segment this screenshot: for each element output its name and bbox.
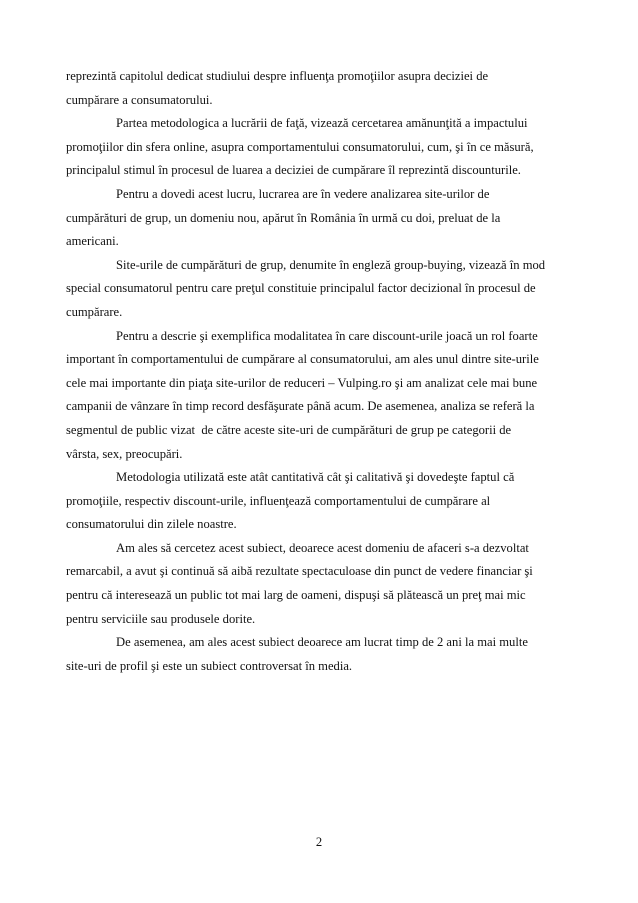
paragraph-methodology-type — [66, 466, 562, 537]
text-line: De asemenea, am ales acest subiect deoarece am lucrat timp de 2 ani la mai multe — [116, 635, 528, 650]
text-line: Site-urile de cumpărături de grup, denumite în engleză group-buying, vizează în mod — [116, 257, 546, 272]
paragraph-methodology — [66, 112, 562, 183]
text-line: important în comportamentului de cumpărare al consumatorului, am ales unul dintre site-urile — [66, 352, 539, 367]
paragraph-subject-motivation — [66, 537, 562, 631]
text-line: segmentul de public vizat de către aceste site-uri de cumpărături de grup pe categorii de — [66, 422, 512, 437]
text-line: americani. — [66, 234, 119, 249]
text-line: pentru serviciile sau produsele dorite. — [66, 611, 256, 626]
text-line: promoţiilor din sfera online, asupra comportamentului consumatorului, cum, şi în ce măsură, — [66, 139, 534, 154]
text-line: special consumatorul pentru care preţul constituie principalul factor decizional în procesul de — [66, 281, 536, 296]
text-line: Pentru a descrie şi exemplifica modalitatea în care discount-urile joacă un rol foarte — [116, 328, 538, 343]
text-line: vârsta, sex, preocupări. — [66, 446, 183, 461]
paragraph-intro-continuation — [66, 65, 562, 112]
text-line: remarcabil, a avut şi continuă să aibă rezultate spectaculoase din punct de vedere financiar şi — [66, 564, 533, 579]
text-line: Partea metodologica a lucrării de faţă, vizează cercetarea amănunţită a impactului — [116, 116, 528, 131]
paragraph-group-buying-sites — [66, 183, 562, 254]
text-line: cumpărare. — [66, 304, 123, 319]
text-line: reprezintă capitolul dedicat studiului despre influenţa promoţiilor asupra deciziei de — [66, 69, 489, 83]
text-line: site-uri de profil şi este un subiect controversat în media. — [66, 658, 353, 673]
text-line: consumatorului din zilele noastre. — [66, 517, 237, 532]
text-line: promoţiile, respectiv discount-urile, influenţează comportamentului de cumpărare al — [66, 493, 491, 508]
text-line: Am ales să cercetez acest subiect, deoarece acest domeniu de afaceri s-a dezvoltat — [116, 540, 529, 555]
text-line: cumpărături de grup, un domeniu nou, apărut în România în urmă cu doi, preluat de la — [66, 210, 501, 225]
text-line: principalul stimul în procesul de luarea a deciziei de cumpărare îl reprezintă discounturile. — [66, 163, 521, 178]
text-line: campanii de vânzare în timp record desfăşurate până acum. De asemenea, analiza se referă la — [66, 399, 535, 414]
text-line: pentru că interesează un public tot mai larg de oameni, dispuşi să plătească un preţ mai mic — [66, 588, 526, 603]
document-body — [66, 65, 562, 678]
page-number: 2 — [315, 835, 323, 849]
text-line: Metodologia utilizată este atât cantitativă cât şi calitativă şi dovedeşte faptul că — [116, 470, 515, 485]
text-line: cumpărare a consumatorului. — [66, 92, 213, 107]
text-line: Pentru a dovedi acest lucru, lucrarea are în vedere analizarea site-urilor de — [116, 186, 490, 201]
text-line: cele mai importante din piaţa site-urilor de reduceri – Vulping.ro şi am analizat cele mai bune — [66, 375, 538, 390]
paragraph-personal-experience — [66, 631, 562, 678]
paragraph-vulping-analysis — [66, 325, 562, 467]
paragraph-group-buying-definition — [66, 254, 562, 325]
